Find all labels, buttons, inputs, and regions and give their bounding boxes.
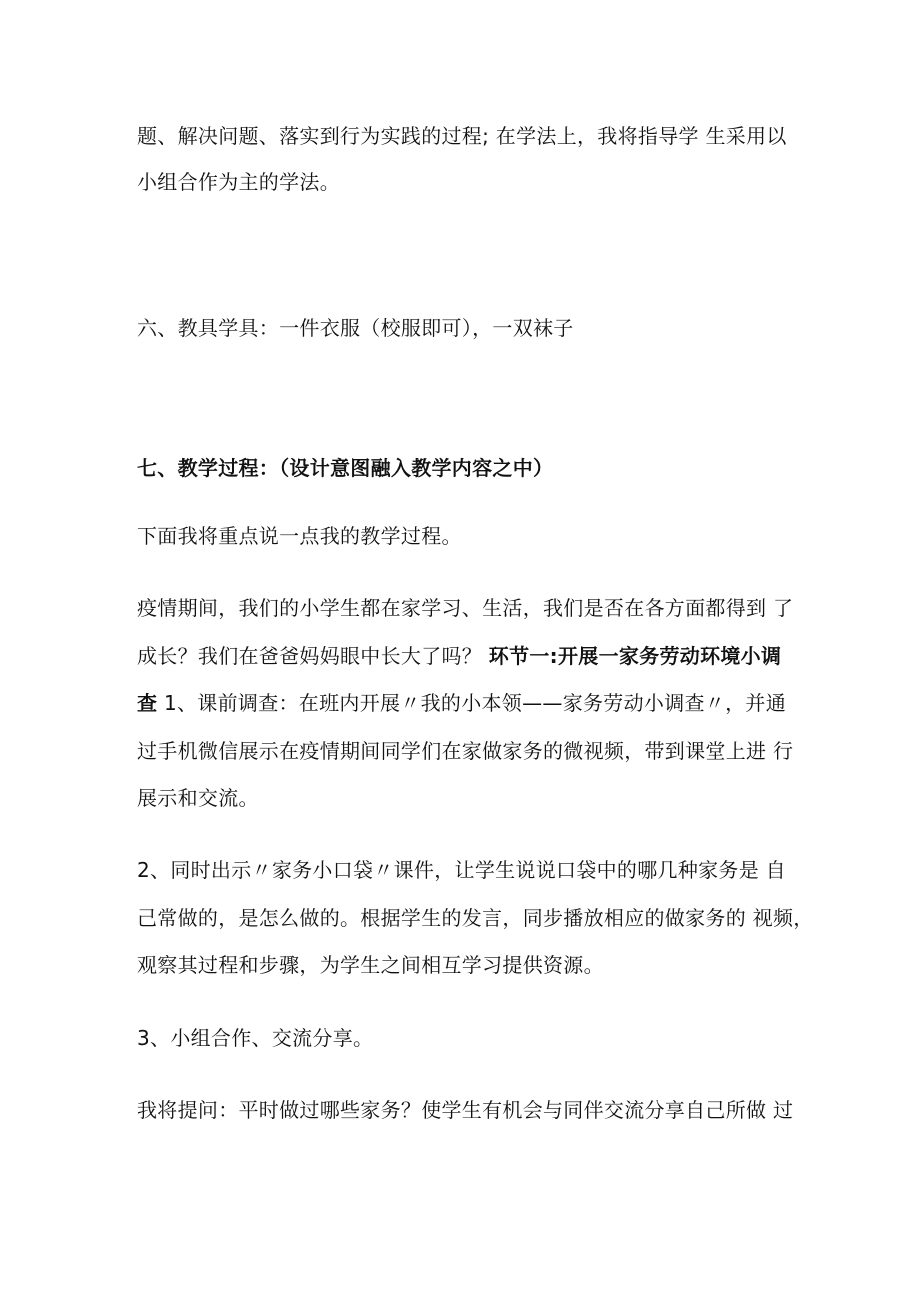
paragraph-2-line-4: 过手机微信展示在疫情期间同学们在家做家务的微视频，带到课堂上进 行 bbox=[137, 739, 794, 763]
paragraph-2-line-5: 展示和交流。 bbox=[137, 786, 259, 810]
paragraph-3-line-2: 己常做的，是怎么做的。根据学生的发言，同步播放相应的做家务的 视频， bbox=[137, 906, 814, 930]
paragraph-4: 3、小组合作、交流分享。 bbox=[137, 1026, 374, 1050]
paragraph-2-line-3-text: 1、课前调查：在班内开展〃我的小本领——家务劳动小调查〃，并通 bbox=[157, 691, 786, 715]
section-7-heading: 七、教学过程：（设计意图融入教学内容之中） bbox=[137, 456, 554, 480]
paragraph-2-line-3 bbox=[137, 689, 797, 717]
step-one-heading-end: 查 bbox=[137, 691, 158, 715]
paragraph-2-line-1: 疫情期间，我们的小学生都在家学习、生活，我们是否在各方面都得到 了 bbox=[137, 596, 794, 620]
paragraph-2-line-2-text: 成长？我们在爸爸妈妈眼中长大了吗？ bbox=[137, 644, 489, 668]
paragraph-1-line-2: 小组合作为主的学法。 bbox=[137, 170, 340, 194]
paragraph-5-line-1: 我将提问：平时做过哪些家务？使学生有机会与同伴交流分享自己所做 过 bbox=[137, 1098, 794, 1122]
step-one-heading: 环节一:开展一家务劳动环境小调 bbox=[488, 644, 782, 668]
section-6-teaching-aids: 六、教具学具：一件衣服（校服即可），一双袜子 bbox=[137, 316, 574, 340]
paragraph-2-line-2 bbox=[137, 642, 797, 670]
intro-sentence: 下面我将重点说一点我的教学过程。 bbox=[137, 524, 462, 548]
paragraph-3-line-1: 2、同时出示〃家务小口袋〃课件，让学生说说口袋中的哪几种家务是 自 bbox=[137, 858, 786, 882]
paragraph-3-line-3: 观察其过程和步骤，为学生之间相互学习提供资源。 bbox=[137, 953, 604, 977]
paragraph-1-line-1: 题、解决问题、落实到行为实践的过程; 在学法上，我将指导学 生采用以 bbox=[137, 124, 787, 148]
